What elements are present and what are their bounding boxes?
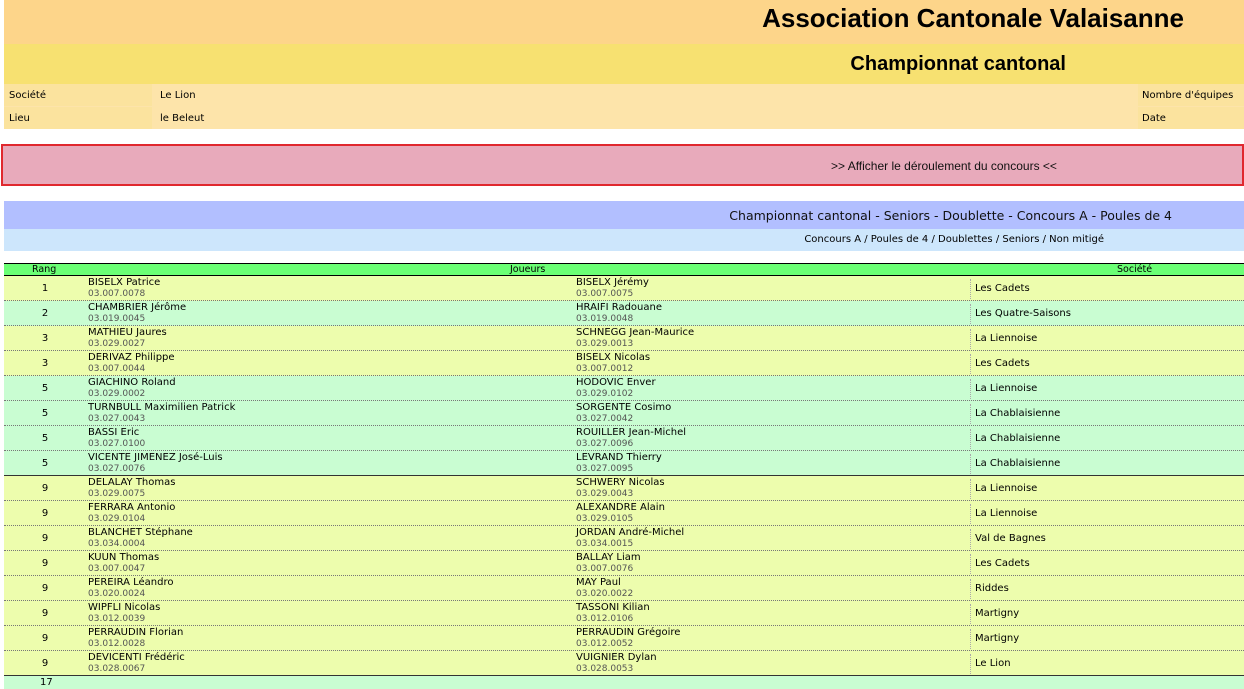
rank-cell: 9 [41, 483, 49, 494]
contest-title-bar [4, 201, 1244, 229]
player-2-licence: 03.012.0106 [576, 614, 634, 624]
player-1-licence: 03.029.0027 [88, 339, 146, 349]
player-2-name: VUIGNIER Dylan [576, 652, 657, 663]
results-table-body [4, 276, 1244, 676]
player-1-licence: 03.027.0043 [88, 414, 146, 424]
player-2-licence: 03.027.0042 [576, 414, 634, 424]
player-1-name: VICENTE JIMENEZ José-Luis [88, 452, 223, 463]
player-2-name: ROUILLER Jean-Michel [576, 427, 687, 438]
table-row [4, 326, 1244, 351]
player-2-licence: 03.019.0048 [576, 314, 634, 324]
club-cell: La Chablaisienne [975, 458, 1061, 469]
player-1-name: BLANCHET Stéphane [88, 527, 193, 538]
societe-header: Société [1117, 264, 1153, 275]
table-row [4, 376, 1244, 401]
show-contest-progress-label[interactable]: >> Afficher le déroulement du concours << [831, 159, 1057, 173]
table-row [4, 651, 1244, 676]
association-header [4, 0, 1244, 44]
rank-cell: 9 [41, 658, 49, 669]
player-1-licence: 03.029.0075 [88, 489, 146, 499]
table-row [4, 576, 1244, 601]
club-divider [970, 654, 1244, 674]
lieu-value: le Beleut [160, 113, 205, 124]
table-row [4, 626, 1244, 651]
player-2-name: BISELX Nicolas [576, 352, 651, 363]
association-title: Association Cantonale Valaisanne [762, 3, 1184, 33]
club-cell: La Chablaisienne [975, 433, 1061, 444]
club-cell: Riddes [975, 583, 1009, 594]
table-row [4, 526, 1244, 551]
player-1-licence: 03.034.0004 [88, 539, 146, 549]
player-1-licence: 03.012.0039 [88, 614, 146, 624]
player-2-name: HODOVIC Enver [576, 377, 656, 388]
rank-cell: 9 [41, 633, 49, 644]
player-1-name: DELALAY Thomas [88, 477, 176, 488]
table-row [4, 501, 1244, 526]
table-row [4, 451, 1244, 476]
player-2-licence: 03.007.0012 [576, 364, 634, 374]
nombre-equipes-label: Nombre d'équipes [1138, 84, 1244, 106]
player-1-name: TURNBULL Maximilien Patrick [88, 402, 236, 413]
player-1-licence: 03.012.0028 [88, 639, 146, 649]
show-contest-progress-button[interactable] [1, 144, 1244, 186]
player-2-licence: 03.029.0013 [576, 339, 634, 349]
club-divider [970, 579, 1244, 599]
societe-label: Société [4, 84, 152, 106]
rank-cell: 5 [41, 433, 49, 444]
player-1-licence: 03.007.0044 [88, 364, 146, 374]
player-2-name: SCHNEGG Jean-Maurice [576, 327, 695, 338]
club-cell: Les Cadets [975, 358, 1030, 369]
rank-cell: 1 [41, 283, 49, 294]
rank-cell: 3 [41, 333, 49, 344]
rank-cell: 9 [41, 583, 49, 594]
table-row [4, 351, 1244, 376]
player-1-licence: 03.007.0078 [88, 289, 146, 299]
table-row [4, 426, 1244, 451]
player-2-name: SORGENTE Cosimo [576, 402, 672, 413]
player-1-name: GIACHINO Roland [88, 377, 176, 388]
lieu-label: Lieu [4, 107, 152, 129]
societe-value: Le Lion [160, 90, 196, 101]
contest-subtitle-bar [4, 229, 1244, 251]
player-1-name: CHAMBRIER Jérôme [88, 302, 187, 313]
player-1-name: KUUN Thomas [88, 552, 160, 563]
club-cell: Martigny [975, 608, 1020, 619]
player-2-name: PERRAUDIN Grégoire [576, 627, 681, 638]
results-table-header [4, 263, 1244, 276]
player-2-licence: 03.029.0102 [576, 389, 634, 399]
contest-title: Championnat cantonal - Seniors - Doublette - Concours A - Poules de 4 [729, 208, 1172, 223]
player-2-name: LEVRAND Thierry [576, 452, 662, 463]
player-2-name: ALEXANDRE Alain [576, 502, 665, 513]
table-row [4, 276, 1244, 301]
rank-cell: 2 [41, 308, 49, 319]
rank-cell: 5 [41, 383, 49, 394]
player-1-name: WIPFLI Nicolas [88, 602, 161, 613]
club-cell: La Liennoise [975, 333, 1038, 344]
player-2-name: MAY Paul [576, 577, 621, 588]
player-1-licence: 03.029.0104 [88, 514, 146, 524]
player-1-name: DERIVAZ Philippe [88, 352, 175, 363]
table-row [4, 601, 1244, 626]
table-row [4, 676, 1244, 689]
player-1-licence: 03.027.0076 [88, 464, 146, 474]
rank-cell: 9 [41, 508, 49, 519]
player-1-name: DEVICENTI Frédéric [88, 652, 185, 663]
player-1-name: FERRARA Antonio [88, 502, 176, 513]
player-2-licence: 03.034.0015 [576, 539, 634, 549]
player-2-name: TASSONI Kilian [576, 602, 650, 613]
player-2-licence: 03.029.0043 [576, 489, 634, 499]
player-2-licence: 03.012.0052 [576, 639, 634, 649]
rank-cell: 5 [41, 458, 49, 469]
club-cell: Martigny [975, 633, 1020, 644]
rank-cell: 5 [41, 408, 49, 419]
rank-cell: 9 [41, 533, 49, 544]
rang-header: Rang [32, 264, 57, 275]
contest-subtitle: Concours A / Poules de 4 / Doublettes / Seniors / Non mitigé [804, 234, 1104, 245]
club-cell: La Liennoise [975, 483, 1038, 494]
championship-title: Championnat cantonal [850, 53, 1066, 75]
rank-cell: 9 [41, 558, 49, 569]
info-panel [4, 84, 1244, 129]
joueurs-header: Joueurs [510, 264, 546, 275]
player-1-licence: 03.019.0045 [88, 314, 146, 324]
rank-cell: 3 [41, 358, 49, 369]
player-2-licence: 03.020.0022 [576, 589, 634, 599]
club-cell: Les Cadets [975, 558, 1030, 569]
club-cell: Les Quatre-Saisons [975, 308, 1071, 319]
player-2-name: BALLAY Liam [576, 552, 641, 563]
table-row [4, 551, 1244, 576]
player-1-name: PERRAUDIN Florian [88, 627, 184, 638]
player-1-licence: 03.007.0047 [88, 564, 146, 574]
rank-cell: 17 [40, 677, 53, 688]
player-2-licence: 03.027.0096 [576, 439, 634, 449]
club-cell: Les Cadets [975, 283, 1030, 294]
club-cell: La Chablaisienne [975, 408, 1061, 419]
player-2-name: SCHWERY Nicolas [576, 477, 665, 488]
player-2-licence: 03.029.0105 [576, 514, 634, 524]
player-1-name: BISELX Patrice [88, 277, 161, 288]
player-2-licence: 03.007.0075 [576, 289, 634, 299]
player-2-name: JORDAN André-Michel [576, 527, 685, 538]
club-cell: Val de Bagnes [975, 533, 1046, 544]
player-1-name: PEREIRA Léandro [88, 577, 174, 588]
player-1-licence: 03.027.0100 [88, 439, 146, 449]
table-row [4, 401, 1244, 426]
player-1-name: BASSI Eric [88, 427, 140, 438]
rank-cell: 9 [41, 608, 49, 619]
table-row [4, 476, 1244, 501]
player-1-name: MATHIEU Jaures [88, 327, 167, 338]
date-label: Date [1138, 107, 1244, 129]
player-2-name: BISELX Jérémy [576, 277, 649, 288]
player-2-licence: 03.007.0076 [576, 564, 634, 574]
club-cell: La Liennoise [975, 383, 1038, 394]
club-cell: La Liennoise [975, 508, 1038, 519]
player-1-licence: 03.020.0024 [88, 589, 146, 599]
player-2-licence: 03.027.0095 [576, 464, 634, 474]
table-row [4, 301, 1244, 326]
player-1-licence: 03.029.0002 [88, 389, 146, 399]
club-cell: Le Lion [975, 658, 1011, 669]
player-1-licence: 03.028.0067 [88, 664, 146, 674]
player-2-name: HRAIFI Radouane [576, 302, 663, 313]
championship-header [4, 44, 1244, 84]
player-2-licence: 03.028.0053 [576, 664, 634, 674]
